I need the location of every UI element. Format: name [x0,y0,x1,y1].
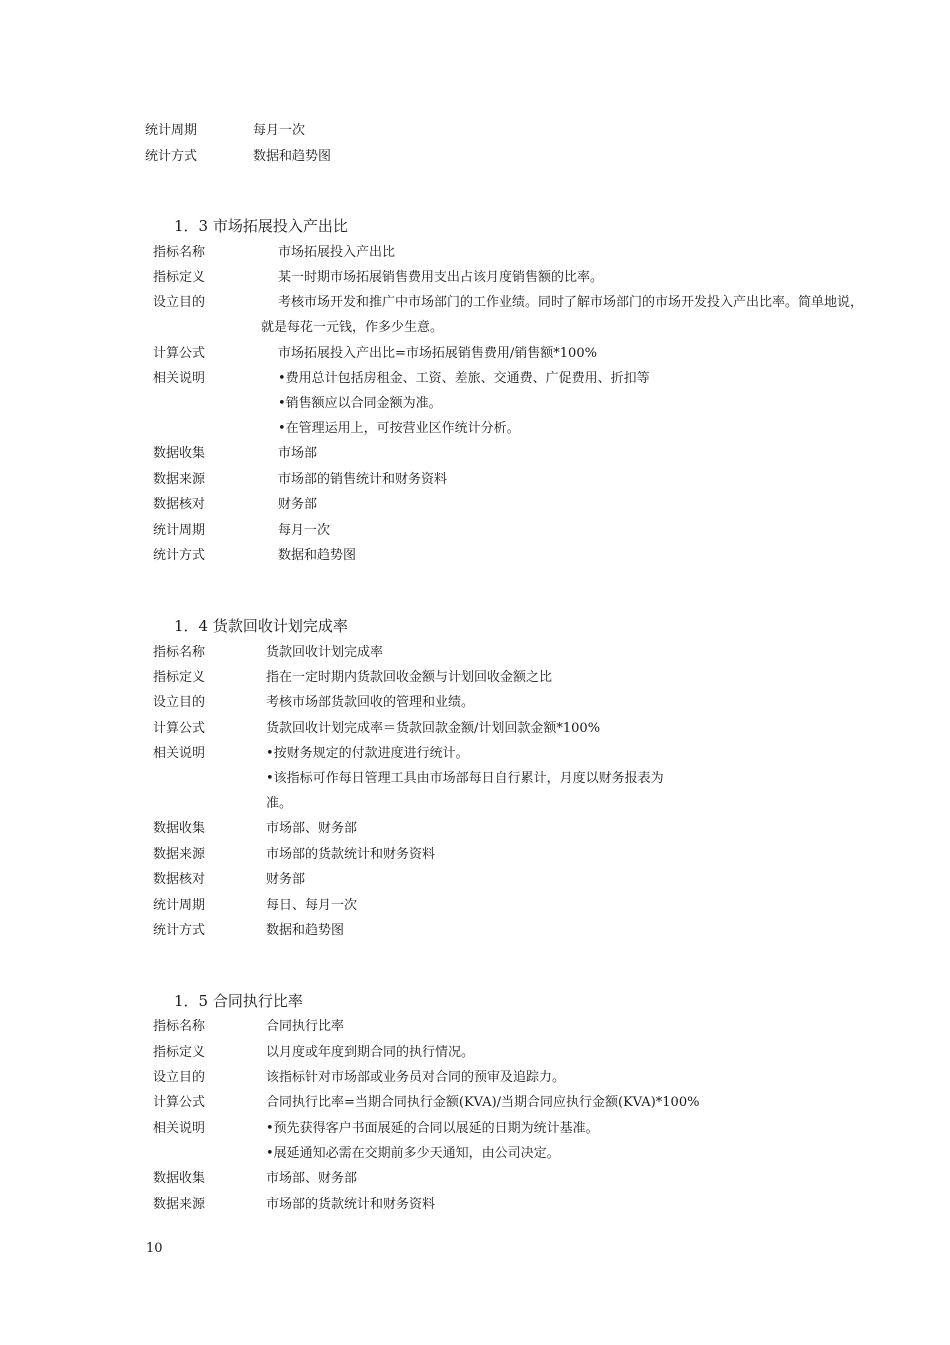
field-label: 设立目的 [153,695,206,710]
field-label: 数据来源 [153,472,206,487]
field-label: 指标名称 [153,245,206,260]
field-label: 相关说明 [153,1121,206,1136]
field-value: 货款回收计划完成率＝货款回款金额/计划回款金额*100% [266,721,601,736]
field-value: 数据和趋势图 [266,923,345,938]
field-value: 货款回收计划完成率 [266,645,384,660]
field-label: 设立目的 [153,295,206,310]
field-value-continued: 准。 [266,796,293,811]
field-value: 市场部的货款统计和财务资料 [266,1197,436,1212]
field-value: •在管理运用上，可按营业区作统计分析。 [278,421,520,436]
field-label: 数据来源 [153,1197,206,1212]
field-value: 每日、每月一次 [266,898,358,913]
field-label: 计算公式 [153,1095,206,1110]
field-label: 数据收集 [153,1171,206,1186]
field-value: 市场部的销售统计和财务资料 [278,472,448,487]
field-value: 考核市场部货款回收的管理和业绩。 [266,695,475,710]
section-heading: 1．3 市场拓展投入产出比 [174,217,348,235]
field-value: •展延通知必需在交期前多少天通知，由公司决定。 [266,1146,560,1161]
field-value: 指在一定时期内货款回收金额与计划回收金额之比 [266,670,553,685]
field-value: •预先获得客户书面展延的合同以展延的日期为统计基准。 [266,1121,599,1136]
page-number: 10 [146,1241,163,1256]
section-heading: 1．5 合同执行比率 [174,992,303,1010]
field-label: 统计周期 [145,123,198,138]
field-value: 以月度或年度到期合同的执行情况。 [266,1045,475,1060]
field-value: 每月一次 [278,523,331,538]
field-value: 某一时期市场拓展销售费用支出占该月度销售额的比率。 [278,270,604,285]
field-value: 合同执行比率 [266,1019,345,1034]
field-label: 相关说明 [153,371,206,386]
field-value: 市场部 [278,446,318,461]
field-label: 计算公式 [153,346,206,361]
field-value: 市场拓展投入产出比=市场拓展销售费用/销售额*100% [278,346,597,361]
field-label: 统计周期 [153,523,206,538]
field-label: 统计周期 [153,898,206,913]
field-label: 指标定义 [153,670,206,685]
field-label: 统计方式 [153,923,206,938]
field-label: 数据核对 [153,872,206,887]
field-value: 数据和趋势图 [253,149,332,164]
field-value: •费用总计包括房租金、工资、差旅、交通费、广促费用、折扣等 [278,371,650,386]
field-value: 市场部、财务部 [266,821,358,836]
field-label: 设立目的 [153,1070,206,1085]
field-value: •按财务规定的付款进度进行统计。 [266,746,469,761]
field-value: 市场部的货款统计和财务资料 [266,847,436,862]
field-label: 指标定义 [153,270,206,285]
field-value: 财务部 [266,872,306,887]
field-value: 每月一次 [253,123,306,138]
field-value: 市场部、财务部 [266,1171,358,1186]
field-value: 财务部 [278,497,318,512]
field-label: 数据核对 [153,497,206,512]
field-value: 考核市场开发和推广中市场部门的工作业绩。同时了解市场部门的市场开发投入产出比率。简单地说， [278,295,864,310]
field-value: 市场拓展投入产出比 [278,245,396,260]
field-value: 合同执行比率=当期合同执行金额(KVA)/当期合同应执行金额(KVA)*100% [266,1095,700,1110]
field-label: 统计方式 [153,548,206,563]
field-label: 数据收集 [153,821,206,836]
field-label: 指标名称 [153,1019,206,1034]
field-label: 计算公式 [153,721,206,736]
field-value: •该指标可作每日管理工具由市场部每日自行累计，月度以财务报表为 [266,771,664,786]
field-label: 统计方式 [145,149,198,164]
field-label: 指标定义 [153,1045,206,1060]
section-heading: 1．4 货款回收计划完成率 [174,617,348,635]
field-value: 该指标针对市场部或业务员对合同的预审及追踪力。 [266,1070,566,1085]
field-label: 相关说明 [153,746,206,761]
field-value: •销售额应以合同金额为准。 [278,396,442,411]
field-value-continued: 就是每花一元钱，作多少生意。 [261,320,444,335]
field-label: 指标名称 [153,645,206,660]
field-label: 数据来源 [153,847,206,862]
field-label: 数据收集 [153,446,206,461]
field-value: 数据和趋势图 [278,548,357,563]
